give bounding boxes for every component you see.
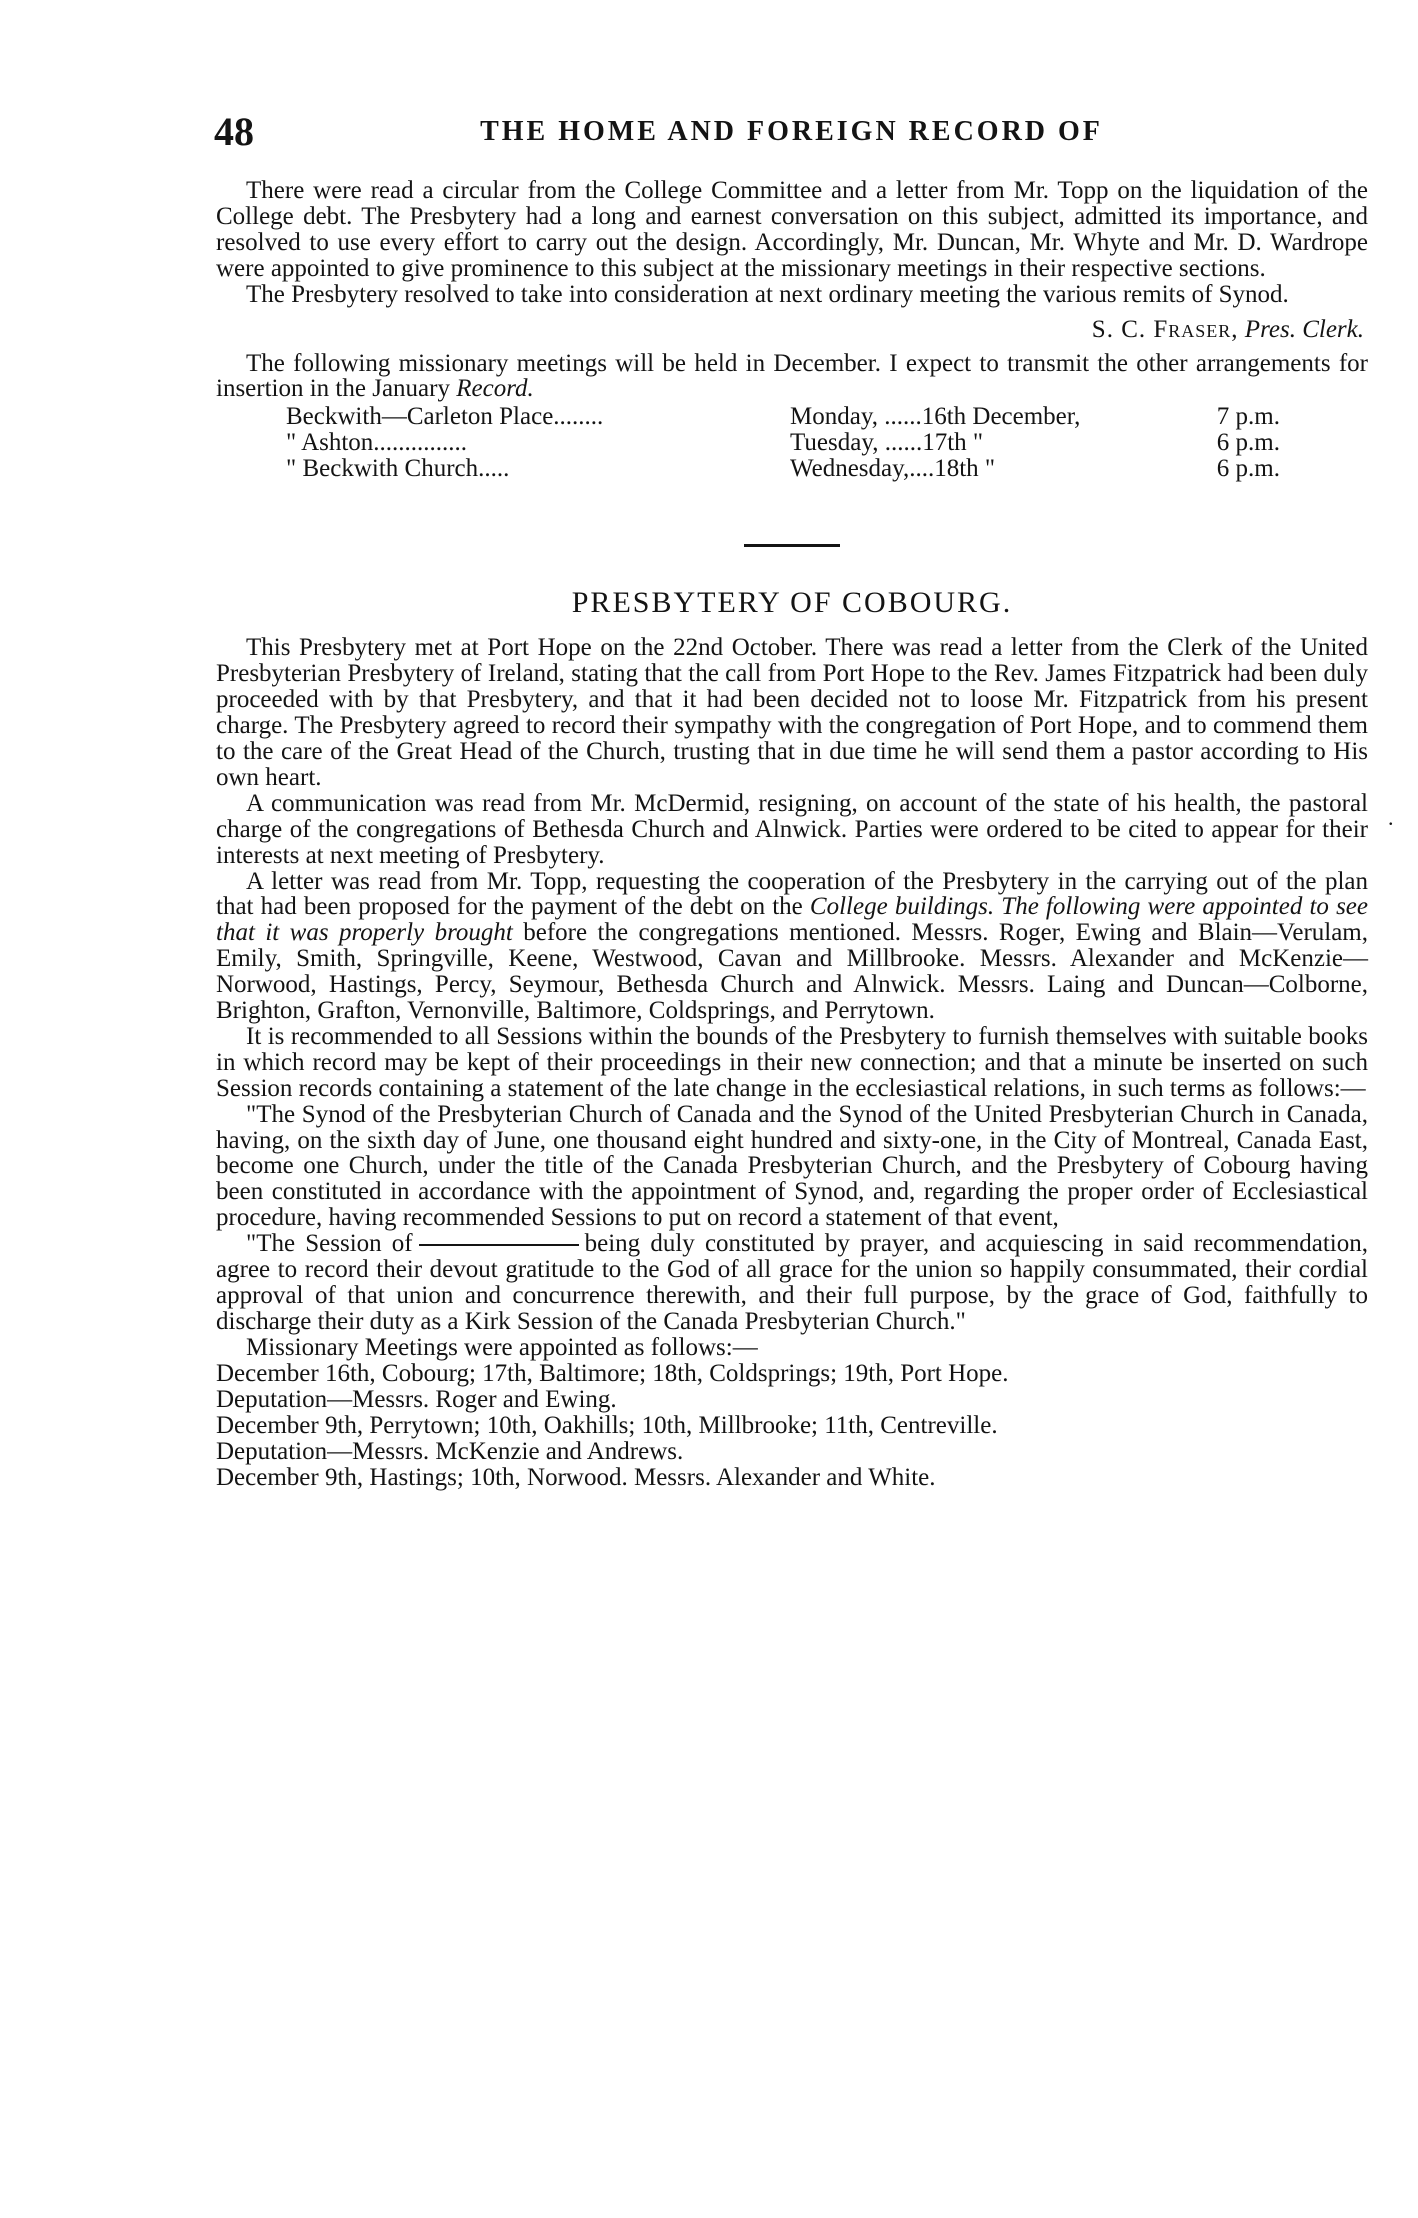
paragraph-text: A letter was read from Mr. Topp, requesting the cooperation of the Presbytery in the carrying out of the plan that had been proposed for the payment of the debt on the: [216, 867, 1368, 921]
body-column: [216, 178, 1368, 1491]
paragraph: [216, 869, 1368, 1024]
page-number: 48: [214, 109, 254, 154]
paragraph: The Presbytery resolved to take into consideration at next ordinary meeting the various remits of Synod.: [246, 280, 1289, 308]
list-item: [216, 1361, 1368, 1413]
meeting-place: " Ashton...............: [286, 429, 468, 457]
record-italic: Record.: [456, 375, 534, 403]
section-heading: PRESBYTERY OF COBOURG.: [571, 586, 1013, 620]
meeting-time: 7 p.m.: [1216, 403, 1280, 431]
table-row: [286, 430, 1286, 456]
meeting-place: " Beckwith Church.....: [286, 455, 510, 483]
meeting-place: Beckwith—Carleton Place........: [286, 403, 604, 431]
meeting-time: 6 p.m.: [1216, 455, 1280, 483]
meeting-time: 6 p.m.: [1216, 429, 1280, 457]
table-row: [286, 404, 1286, 430]
table-row: [286, 456, 1286, 482]
meeting-day: Tuesday, ......17th ": [790, 429, 984, 457]
paragraph: There were read a circular from the College Committee and a letter from Mr. Topp on the liquidation of the College debt. The Presbytery had a long and earnest conversation on this subject, admitted its importance, and resolved to use every effort to carry out the design. Accordingly, Mr. Duncan, Mr. Whyte and Mr. D. Wardrope were appointed to give prominence to this subject at the missionary meetings in their respective sections.: [216, 177, 1368, 282]
list-item-dates: December 16th, Cobourg; 17th, Baltimore; 18th, Coldsprings; 19th, Port Hope.: [216, 1359, 1009, 1387]
meeting-day: Monday, ......16th December,: [790, 403, 1081, 431]
signature-title: Pres. Clerk.: [1244, 315, 1364, 343]
signature-name: S. C. Fraser,: [1091, 315, 1239, 343]
page-header: [214, 108, 1369, 158]
quoted-paragraph: "The Synod of the Presbyterian Church of Canada and the Synod of the United Presbyterian Church in Canada, having, on the sixth day of June, one thousand eight hundred and sixty-one, in the City of Montreal, Canada East, become one Church, under the title of the Canada Presbyterian Church, and the Presbytery of Cobourg having been constituted in accordance with the appointment of Synod, and, regarding the proper order of Ecclesiastical procedure, having recommended Sessions to put on record a statement of that event,: [216, 1100, 1368, 1232]
italic-text: College buildings. The following were appointed to see that it was properly brought: [216, 893, 1369, 947]
quoted-paragraph: [216, 1231, 1368, 1335]
paragraph: It is recommended to all Sessions within the bounds of the Presbytery to furnish themselves with suitable books in which record may be kept of their proceedings in their new connection; and that a minute be inserted on such Session records containing a statement of the late change in the ecclesiastical relations, in such terms as follows:—: [216, 1022, 1368, 1102]
paragraph: This Presbytery met at Port Hope on the 22nd October. There was read a letter from the Clerk of the United Presbyterian Presbytery of Ireland, stating that the call from Port Hope to the Rev. James Fitzpatrick had been duly proceeded with by that Presbytery, and that it had been decided not to loose Mr. Fitzpatrick from his present charge. The Presbytery agreed to record their sympathy with the congregation of Port Hope, and to commend them to the care of the Great Head of the Church, trusting that in due time he will send them a pastor according to His own heart.: [216, 634, 1368, 791]
list-item: [216, 1413, 1368, 1465]
list-item: [216, 1465, 1368, 1491]
margin-mark: .: [1388, 805, 1394, 830]
list-item-deputation: Deputation—Messrs. Roger and Ewing.: [216, 1385, 617, 1413]
paragraph: A communication was read from Mr. McDermid, resigning, on account of the state of his health, the pastoral charge of the congregations of Bethesda Church and Alnwick. Parties were ordered to be cited to appear for their interests at next meeting of Presbytery.: [216, 789, 1368, 869]
meetings-table: [286, 404, 1286, 482]
blank-line: [419, 1244, 579, 1246]
paragraph-text: being duly constituted by prayer, and acquiescing in said recommendation, agree to record their devout gratitude to the God of all grace for the union so happily consummated, their cordial approval of that union and concurrence therewith, and their full purpose, by the grace of God, faithfully to discharge their duty as a Kirk Session of the Canada Presbyterian Church.": [216, 1230, 1368, 1335]
paragraph: [216, 351, 1368, 403]
paragraph: Missionary Meetings were appointed as follows:—: [246, 1333, 758, 1361]
signature: [216, 317, 1364, 343]
section-divider: [744, 544, 840, 547]
running-title: THE HOME AND FOREIGN RECORD OF: [480, 116, 1103, 147]
meeting-day: Wednesday,....18th ": [790, 455, 996, 483]
paragraph-text: "The Session of: [246, 1230, 413, 1258]
paragraph-text: The following missionary meetings will be held in December. I expect to transmit the other arrangements for insertion in the January: [216, 349, 1368, 403]
paragraph-text: before the congregations mentioned. Messrs. Roger, Ewing and Blain—Verulam, Emily, Smith, Springville, Keene, Westwood, Cavan and Millbrooke. Messrs. Alexander and McKenzie—Norwood, Hastings, Percy, Seymour, Bethesda Church and Alnwick. Messrs. Laing and Duncan—Colborne, Brighton, Grafton, Vernonville, Baltimore, Coldsprings, and Perrytown.: [216, 919, 1369, 1025]
list-item-dates: December 9th, Hastings; 10th, Norwood. Messrs. Alexander and White.: [216, 1463, 936, 1491]
list-item-dates: December 9th, Perrytown; 10th, Oakhills; 10th, Millbrooke; 11th, Centreville.: [216, 1411, 998, 1439]
list-item-deputation: Deputation—Messrs. McKenzie and Andrews.: [216, 1437, 684, 1465]
